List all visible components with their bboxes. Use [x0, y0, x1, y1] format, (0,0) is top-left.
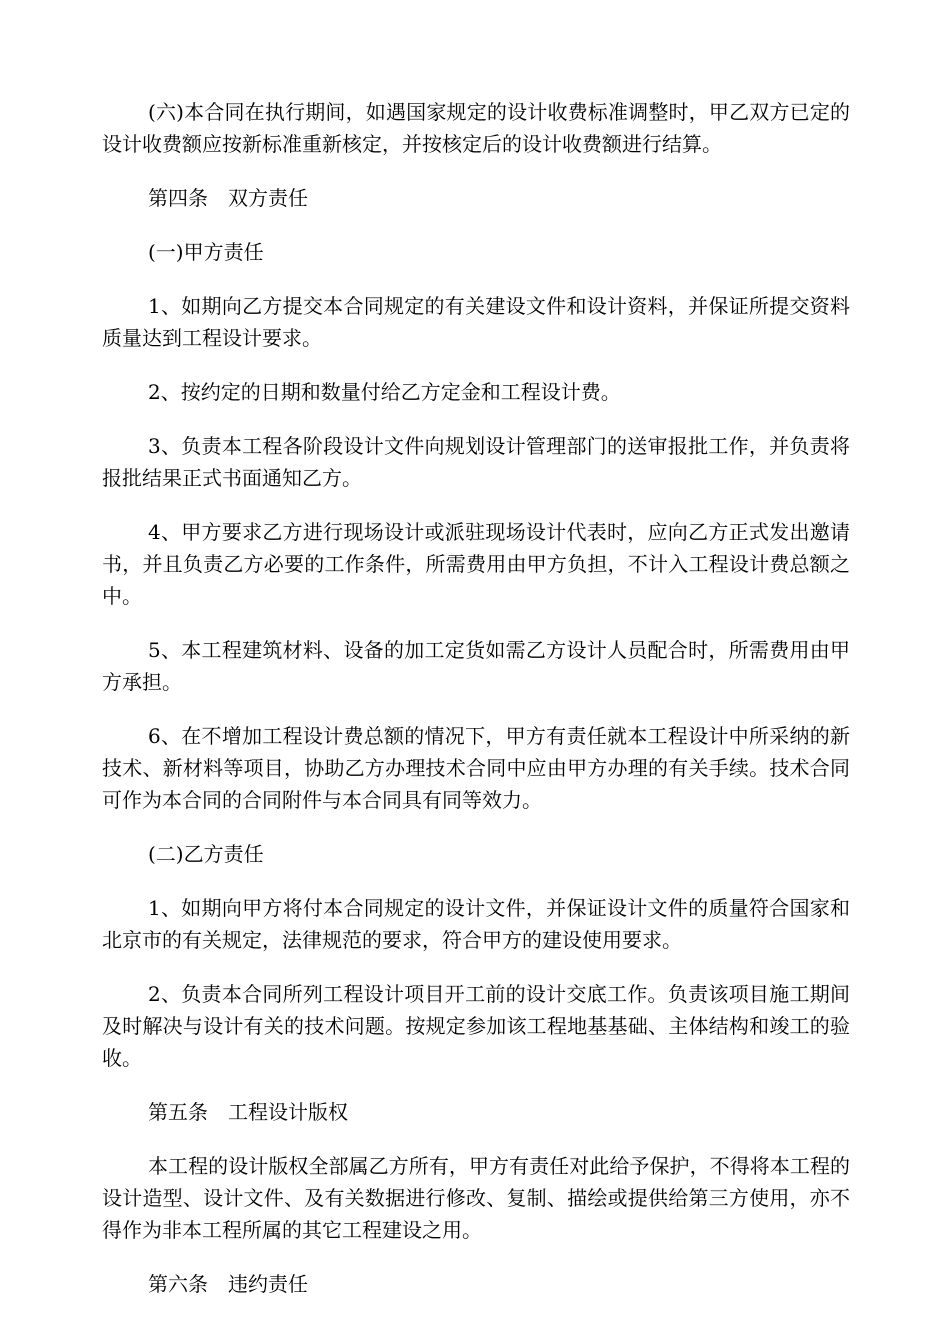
article-5-heading: 第五条 工程设计版权: [148, 1100, 348, 1124]
article-4-heading: 第四条 双方责任: [148, 186, 308, 210]
paragraph-fee-adjustment: (六)本合同在执行期间，如遇国家规定的设计收费标准调整时，甲乙双方已定的设计收费额应按新标准重新核定，并按核定后的设计收费额进行结算。: [102, 100, 850, 156]
party-a-item-5: 5、本工程建筑材料、设备的加工定货如需乙方设计人员配合时，所需费用由甲方承担。: [102, 638, 850, 694]
party-b-item-2: 2、负责本合同所列工程设计项目开工前的设计交底工作。负责该项目施工期间及时解决与设计有关的技术问题。按规定参加该工程地基基础、主体结构和竣工的验收。: [102, 982, 850, 1070]
party-b-responsibility-heading: (二)乙方责任: [148, 842, 264, 866]
copyright-paragraph: 本工程的设计版权全部属乙方所有，甲方有责任对此给予保护，不得将本工程的设计造型、设计文件、及有关数据进行修改、复制、描绘或提供给第三方使用，亦不得作为非本工程所属的其它工程建设之用。: [102, 1154, 850, 1242]
document-body: [102, 96, 850, 1322]
party-a-item-2: 2、按约定的日期和数量付给乙方定金和工程设计费。: [148, 380, 621, 404]
party-a-responsibility-heading: (一)甲方责任: [148, 240, 264, 264]
party-a-item-1: 1、如期向乙方提交本合同规定的有关建设文件和设计资料，并保证所提交资料质量达到工程设计要求。: [102, 294, 850, 350]
party-a-item-6: 6、在不增加工程设计费总额的情况下，甲方有责任就本工程设计中所采纳的新技术、新材料等项目，协助乙方办理技术合同中应由甲方办理的有关手续。技术合同可作为本合同的合同附件与本合同具有同等效力。: [102, 724, 850, 812]
party-b-item-1: 1、如期向甲方将付本合同规定的设计文件，并保证设计文件的质量符合国家和北京市的有关规定，法律规范的要求，符合甲方的建设使用要求。: [102, 896, 850, 952]
party-a-item-4: 4、甲方要求乙方进行现场设计或派驻现场设计代表时，应向乙方正式发出邀请书，并且负责乙方必要的工作条件，所需费用由甲方负担，不计入工程设计费总额之中。: [102, 520, 850, 608]
party-a-item-3: 3、负责本工程各阶段设计文件向规划设计管理部门的送审报批工作，并负责将报批结果正式书面通知乙方。: [102, 434, 850, 490]
article-6-heading: 第六条 违约责任: [148, 1272, 308, 1296]
